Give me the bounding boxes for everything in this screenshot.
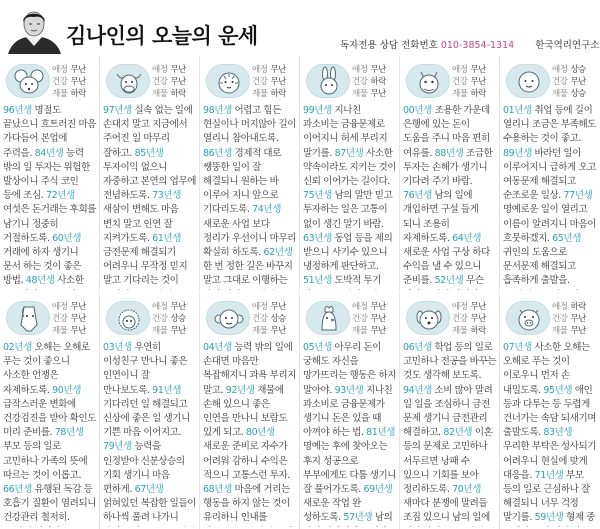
zodiac-cell (200, 293, 300, 529)
rating-value: 무난 (70, 326, 86, 336)
zodiac-cell (0, 56, 100, 292)
rating-key: 애정 (52, 302, 68, 312)
rating-value: 무난 (270, 77, 286, 87)
rating-key: 건강 (552, 314, 568, 324)
fortune-sentence: 오해는 오해로 푸는 것이 좋으니 사소한 언쟁은 자제하도록. (3, 342, 90, 396)
rating-value: 상승 (270, 314, 286, 324)
rating-value: 하락 (470, 89, 486, 99)
rating-row (152, 325, 200, 337)
birth-year-label: 75년생 (303, 190, 332, 202)
fortune-sentence: 명절도 끝났으니 흐트러진 마음 가다듬어 본업에 주력을. (3, 105, 97, 159)
rating-key: 재물 (352, 326, 368, 336)
fortune-sentence: 이혼 등의 문제로 고민하나 서두르면 낭패 수 있으니 기회를 보아 정리하도록. (403, 427, 493, 496)
rating-key: 건강 (52, 77, 68, 87)
rating-row (252, 76, 300, 88)
rating-value: 무난 (570, 77, 586, 87)
rating-row (452, 76, 500, 88)
fortune-text (302, 341, 397, 527)
rating-value: 상승 (570, 89, 586, 99)
zodiac-cell (100, 56, 200, 292)
fortune-sentence: 사소한 오해는 오해로 푸는 것이 이로우니 먼저 손 내밀도록. (503, 342, 590, 396)
rating-row (352, 313, 400, 325)
contact-prefix: 독자전용 상담 전화번호 (340, 40, 438, 51)
zodiac-header (2, 60, 97, 104)
fortune-sentence: 남의 말만 믿고 투자하는 일은 고통이 없이 생긴 말기 바람. (303, 190, 393, 230)
rating-row (552, 301, 600, 313)
sheep-icon (106, 301, 150, 335)
rating-row (552, 76, 600, 88)
zodiac-cell (500, 56, 600, 292)
fortune-sentence: 어렵고 힘든 현실이나 머지않아 길이 열리니 참아내도록. (203, 105, 297, 145)
rating-key: 건강 (252, 77, 268, 87)
birth-year-label: 51년생 (303, 275, 332, 287)
birth-year-label: 07년생 (503, 342, 532, 353)
rabbit-icon (306, 64, 350, 98)
birth-year-label: 79년생 (103, 441, 132, 453)
rating-value: 하락 (170, 89, 186, 99)
rating-list (452, 64, 500, 100)
fortune-sentence: 한 번 정한 길은 바꾸지 말고 그대로 이행하는 (203, 261, 293, 287)
fortune-sentence: 취업 등에 길이 열리니 조금은 부족해도 수용하는 것이 좋고. (503, 105, 597, 145)
fortune-text (102, 104, 197, 290)
rating-key: 재물 (552, 89, 568, 99)
rating-value: 무난 (270, 326, 286, 336)
zodiac-header (102, 60, 197, 104)
birth-year-label: 67년생 (134, 484, 164, 496)
fortune-sentence: 능력 밖의 일에 손대면 마음만 복잡해지니 과욕 부리지 말고. (203, 342, 297, 396)
zodiac-cell (400, 56, 500, 292)
fortune-text (502, 104, 598, 290)
birth-year-label: 52년생 (434, 275, 464, 287)
fortune-grid (0, 56, 600, 529)
rat-icon (6, 64, 50, 98)
snake-icon (506, 64, 550, 98)
birth-year-label: 94년생 (403, 384, 432, 396)
rating-key: 건강 (352, 77, 368, 87)
birth-year-label: 95년생 (543, 384, 573, 396)
fortune-sentence: 귀인의 도움으로 문서문제 해결되고 흡족하게 출발을. (503, 247, 576, 287)
zodiac-header (202, 60, 297, 104)
rating-key: 애정 (252, 302, 268, 312)
rating-row (452, 325, 500, 337)
fortune-text (2, 104, 97, 290)
fortune-sentence: 부모 등의 일로 고민하나 가족의 뜻에 따르는 것이 이롭고. (3, 441, 88, 481)
fortune-sentence: 소비 많아 말려 일 일을 조심하니 금전 문제 생기니 금전관리 해결하고. (403, 384, 493, 439)
tiger-icon (206, 64, 250, 98)
rating-value: 하락 (570, 302, 586, 312)
birth-year-label: 81년생 (366, 427, 395, 439)
rating-row (552, 325, 600, 337)
rating-key: 재물 (152, 326, 168, 336)
rating-value: 하락 (70, 89, 86, 99)
birth-year-label: 97년생 (103, 105, 132, 116)
birth-year-label: 01년생 (503, 105, 532, 116)
rating-list (352, 301, 400, 337)
rating-value: 무난 (170, 326, 186, 336)
birth-year-label: 72년생 (45, 190, 75, 202)
rating-value: 무난 (370, 89, 386, 99)
fortune-sentence: 능력 밖의 일 투자는 위험한 발상이니 주식 코인 등에 조심. (3, 147, 90, 202)
ox-icon (106, 64, 150, 98)
author-portrait (6, 8, 62, 54)
rating-row (252, 313, 300, 325)
fortune-sentence: 무리한 부탁은 성사되기 어려우니 현실에 맞게 대응을. (503, 441, 597, 481)
fortune-sentence: 명예로운 일이 열리고 이름이 알려지니 마음이 흐뭇하겠지. (503, 204, 597, 244)
contact-line (340, 37, 599, 51)
birth-year-label: 80년생 (245, 427, 275, 439)
birth-year-label: 66년생 (3, 484, 32, 496)
rating-row (252, 88, 300, 100)
rating-list (452, 301, 500, 337)
birth-year-label: 89년생 (503, 147, 532, 159)
fortune-sentence: 지나친 과소비는 금융문제로 이어지니 허세 부리지 말기를. (303, 105, 388, 159)
rating-key: 애정 (552, 302, 568, 312)
fortune-sentence: 조용한 가운데 은행에 있는 돈이 도움을 주니 마음 편히 여유를. (403, 105, 490, 159)
rating-value: 무난 (270, 65, 286, 75)
fortune-sentence: 지나친 과소비로 금융문제가 생기니 돈은 있을 때 아껴야 하는 법. (303, 384, 393, 439)
phone-number: 010-3854-1314 (440, 40, 515, 51)
fortune-sentence: 새삼이 변해도 마음 변치 말고 인연 잘 지켜가도록. (103, 204, 179, 244)
fortune-text (502, 341, 598, 527)
rating-list (152, 301, 200, 337)
rating-value: 무난 (370, 314, 386, 324)
birth-year-label: 48년생 (25, 275, 55, 287)
rating-list (52, 64, 100, 100)
fortune-text (202, 104, 297, 290)
fortune-text (402, 341, 497, 527)
birth-year-label: 73년생 (152, 190, 181, 202)
zodiac-header (102, 297, 197, 341)
rating-key: 재물 (552, 326, 568, 336)
birth-year-label: 90년생 (52, 384, 81, 396)
fortune-sentence: 얽혀있던 복잡한 일들이 하나씩 풀려 나가니 (103, 498, 197, 524)
fortune-sentence: 재물에 손해 있으니 좋은 인연을 만나니 보람도 있게 되고. (203, 384, 288, 439)
birth-year-label: 61년생 (152, 232, 181, 244)
rating-value: 무난 (570, 314, 586, 324)
rooster-icon (306, 301, 350, 335)
page-title: 김나인의 오늘의 운세 (66, 24, 258, 48)
rating-list (252, 301, 300, 337)
birth-year-label: 02년생 (3, 342, 32, 353)
rating-row (52, 313, 100, 325)
rating-row (152, 64, 200, 76)
rating-value: 무난 (370, 326, 386, 336)
rating-row (252, 301, 300, 313)
rating-value: 상승 (570, 65, 586, 75)
rating-key: 애정 (352, 65, 368, 75)
rating-key: 재물 (452, 326, 468, 336)
rating-value: 무난 (370, 65, 386, 75)
birth-year-label: 99년생 (303, 105, 332, 116)
zodiac-cell (400, 293, 500, 529)
zodiac-cell (0, 293, 100, 529)
rating-row (452, 313, 500, 325)
fortune-sentence: 새로운 준비로 자수가 어려워 감하니 수익은 적으니 고통스런 투자. (203, 441, 290, 481)
fortune-sentence: 유행된 독감 등 호흡기 질환이 염려되니 건강관리 철저히. (3, 484, 97, 524)
fortune-sentence: 경제적 대로 쌩뚱한 일이 잘 해결되니 원하는 바 이루어 지니 앞으로 기다리도록. (203, 147, 281, 216)
rating-key: 애정 (152, 302, 168, 312)
fortune-text (2, 341, 97, 527)
fortune-sentence: 새로운 사업 보다 정리가 우선이니 마무리 확실히 하도록. (203, 218, 297, 259)
fortune-sentence: 급작스러운 변화에 건강검진을 받아 확인도 미리 준비를. (3, 398, 97, 439)
rating-row (252, 325, 300, 337)
fortune-text (402, 104, 497, 290)
rating-row (52, 325, 100, 337)
birth-year-label: 68년생 (203, 484, 232, 496)
rating-row (52, 88, 100, 100)
page-header (0, 0, 600, 56)
rating-row (352, 325, 400, 337)
rating-value: 무난 (470, 302, 486, 312)
birth-year-label: 91년생 (152, 384, 181, 396)
fortune-sentence: 남의 일에 개입하면 구설 들게 되니 조용히 자제하도록. (403, 190, 479, 244)
rating-value: 무난 (470, 65, 486, 75)
rating-row (352, 301, 400, 313)
birth-year-label: 00년생 (403, 105, 432, 116)
fortune-sentence: 바라던 일이 이루어지니 급하게 오고 여동문제 해결되고 순조로운 일상. (503, 147, 597, 202)
rating-key: 건강 (152, 77, 168, 87)
fortune-sentence: 새마다 분쟁에 말려들 조짐 있으니 남의 일에 (403, 498, 490, 524)
fortune-sentence: 사소한 약속이라도 지키는 것이 신뢰 이어가는 길이다. (303, 147, 397, 188)
rating-key: 재물 (352, 89, 368, 99)
dog-icon (406, 301, 450, 335)
fortune-sentence: 남의 (374, 512, 393, 524)
rating-row (452, 301, 500, 313)
rating-key: 애정 (252, 65, 268, 75)
birth-year-label: 59년생 (534, 512, 564, 524)
birth-year-label: 62년생 (263, 247, 293, 259)
rating-value: 무난 (270, 302, 286, 312)
rating-list (52, 301, 100, 337)
rating-row (352, 76, 400, 88)
rating-key: 애정 (452, 65, 468, 75)
rating-row (552, 64, 600, 76)
rating-key: 재물 (452, 89, 468, 99)
birth-year-label: 96년생 (3, 105, 32, 116)
rating-value: 무난 (570, 326, 586, 336)
fortune-sentence: 도박적 투기 (334, 275, 381, 287)
rating-row (152, 301, 200, 313)
birth-year-label: 65년생 (552, 232, 581, 244)
fortune-sentence: 애인 등과 다투는 등 두렵게 건너가는 속담 되새기며 출발도록. (503, 384, 597, 439)
rating-value: 무난 (170, 302, 186, 312)
rating-key: 애정 (52, 65, 68, 75)
zodiac-cell (300, 56, 400, 292)
fortune-sentence: 학업 등의 일로 고민하나 전공을 바꾸는 것도 생각해 보도록. (403, 342, 497, 382)
rating-value: 무난 (470, 77, 486, 87)
zodiac-header (402, 297, 497, 341)
rating-row (252, 64, 300, 76)
rating-key: 건강 (452, 77, 468, 87)
fortune-sentence: 조급한 투자는 손해가 생기니 기다려 주기 바람. (403, 147, 493, 188)
fortune-sentence: 기다리던 일 해결되고 신상에 좋은 일 생기니 기쁜 마음 이어지고. (103, 398, 190, 439)
rating-row (152, 313, 200, 325)
rating-value: 무난 (70, 65, 86, 75)
rating-value: 상승 (170, 314, 186, 324)
fortune-text (202, 341, 297, 527)
birth-year-label: 98년생 (203, 105, 232, 116)
fortune-sentence: 능력을 인정받아 신분상승의 기회 생기니 마음 편하게. (103, 441, 185, 496)
rating-row (52, 76, 100, 88)
dragon-icon (406, 64, 450, 98)
rating-value: 무난 (70, 302, 86, 312)
rating-row (52, 301, 100, 313)
birth-year-label: 71년생 (534, 469, 564, 481)
rating-row (152, 76, 200, 88)
birth-year-label: 93년생 (334, 384, 364, 396)
zodiac-header (502, 60, 598, 104)
rating-list (552, 64, 600, 100)
birth-year-label: 64년생 (452, 232, 481, 244)
birth-year-label: 77년생 (563, 190, 593, 202)
rating-key: 재물 (52, 326, 68, 336)
rating-list (352, 64, 400, 100)
rating-key: 건강 (52, 314, 68, 324)
rating-key: 재물 (252, 89, 268, 99)
rating-row (552, 88, 600, 100)
fortune-sentence: 금전문제 해결되기 어려우니 무작정 믿지 말고 기다리는 것이 (103, 247, 188, 287)
zodiac-cell (500, 293, 600, 529)
zodiac-header (202, 297, 297, 341)
rating-row (152, 88, 200, 100)
rating-key: 애정 (452, 302, 468, 312)
rating-list (152, 64, 200, 100)
rating-key: 재물 (152, 89, 168, 99)
rating-list (552, 301, 600, 337)
birth-year-label: 87년생 (334, 147, 364, 159)
fortune-sentence: 여섯은 돈거래는 후회를 남기니 정중히 거절하도록. (3, 204, 97, 244)
birth-year-label: 88년생 (434, 147, 464, 159)
fortune-sentence: 거래에 하자 생기니 문서 하는 것이 좋은 방법. (3, 247, 82, 287)
horse-icon (6, 301, 50, 335)
rating-key: 애정 (352, 302, 368, 312)
zodiac-header (502, 297, 598, 341)
fortune-sentence: 명예는 후에 찾아오는 후지 성공으로 부부에게도 다툼 생기니 잘 풀어가도록. (303, 441, 397, 496)
rating-row (352, 64, 400, 76)
pig-icon (506, 301, 550, 335)
rating-row (52, 64, 100, 76)
fortune-sentence: 실속 없는 일에 손대지 말고 지금에서 주어진 일 마무리 잘하고. (103, 105, 193, 159)
monkey-icon (206, 301, 250, 335)
birth-year-label: 82년생 (443, 427, 473, 439)
zodiac-header (2, 297, 97, 341)
rating-list (252, 64, 300, 100)
fortune-sentence: 사소한 (57, 275, 84, 287)
fortune-sentence: 마음에 거리는 행동을 하지 않는 것이 유리하니 인내를 (203, 484, 290, 524)
fortune-sentence: 우연히 이성친구 만나니 좋은 인연이니 잘 만나보도록. (103, 342, 188, 396)
fortune-text (102, 341, 197, 527)
zodiac-header (302, 297, 397, 341)
rating-key: 건강 (352, 314, 368, 324)
rating-row (452, 64, 500, 76)
rating-row (452, 88, 500, 100)
fortune-sentence: 무슨 (466, 275, 484, 287)
fortune-sentence: 새로운 사업 구상 하다 수익을 낼 수 있으니 준비를. (403, 247, 490, 287)
birth-year-label: 60년생 (52, 232, 81, 244)
fortune-sentence: 형제 중 (566, 512, 595, 524)
zodiac-cell (200, 56, 300, 292)
rating-row (352, 88, 400, 100)
birth-year-label: 92년생 (225, 384, 255, 396)
birth-year-label: 84년생 (34, 147, 64, 159)
zodiac-cell (100, 293, 200, 529)
birth-year-label: 85년생 (134, 147, 164, 159)
zodiac-cell (300, 293, 400, 529)
rating-key: 건강 (552, 77, 568, 87)
rating-value: 무난 (170, 65, 186, 75)
organization-name: 한국역리연구소 (535, 40, 600, 51)
rating-value: 무난 (470, 314, 486, 324)
rating-key: 건강 (452, 314, 468, 324)
birth-year-label: 03년생 (103, 342, 132, 353)
birth-year-label: 05년생 (303, 342, 332, 353)
birth-year-label: 63년생 (303, 232, 332, 244)
fortune-sentence: 새로운 작업 완 성하도록. (303, 498, 361, 524)
fortune-text (302, 104, 397, 290)
rating-key: 건강 (252, 314, 268, 324)
rating-value: 무난 (370, 302, 386, 312)
zodiac-header (302, 60, 397, 104)
rating-key: 재물 (252, 326, 268, 336)
fortune-sentence: 동업 등을 제의 받으니 사기수 있으니 냉정하게 판단하고. (303, 232, 393, 273)
birth-year-label: 76년생 (403, 190, 432, 202)
fortune-sentence: 투자이익 없으니 자중하고 본연의 업무에 전념하도록. (103, 161, 197, 202)
birth-year-label: 69년생 (363, 484, 393, 496)
zodiac-header (402, 60, 497, 104)
rating-value: 무난 (70, 77, 86, 87)
birth-year-label: 78년생 (54, 427, 84, 439)
rating-value: 하락 (370, 77, 386, 87)
fortune-sentence: 부모 등의 일로 근심하나 잘 해결되니 너무 걱정 말기를. (503, 469, 590, 524)
birth-year-label: 74년생 (252, 204, 281, 216)
rating-row (552, 313, 600, 325)
rating-value: 무난 (170, 77, 186, 87)
birth-year-label: 70년생 (452, 484, 481, 496)
rating-value: 하락 (270, 89, 286, 99)
rating-key: 재물 (52, 89, 68, 99)
birth-year-label: 57년생 (343, 512, 373, 524)
birth-year-label: 04년생 (203, 342, 232, 353)
rating-key: 애정 (152, 65, 168, 75)
birth-year-label: 86년생 (203, 147, 232, 159)
birth-year-label: 83년생 (543, 427, 573, 439)
fortune-sentence: 아무리 돈이 궁해도 자신을 망가뜨리는 행동은 하지 말아야. (303, 342, 397, 396)
birth-year-label: 06년생 (403, 342, 432, 353)
rating-value: 하락 (470, 326, 486, 336)
rating-key: 건강 (152, 314, 168, 324)
rating-value: 무난 (70, 314, 86, 324)
rating-key: 애정 (552, 65, 568, 75)
